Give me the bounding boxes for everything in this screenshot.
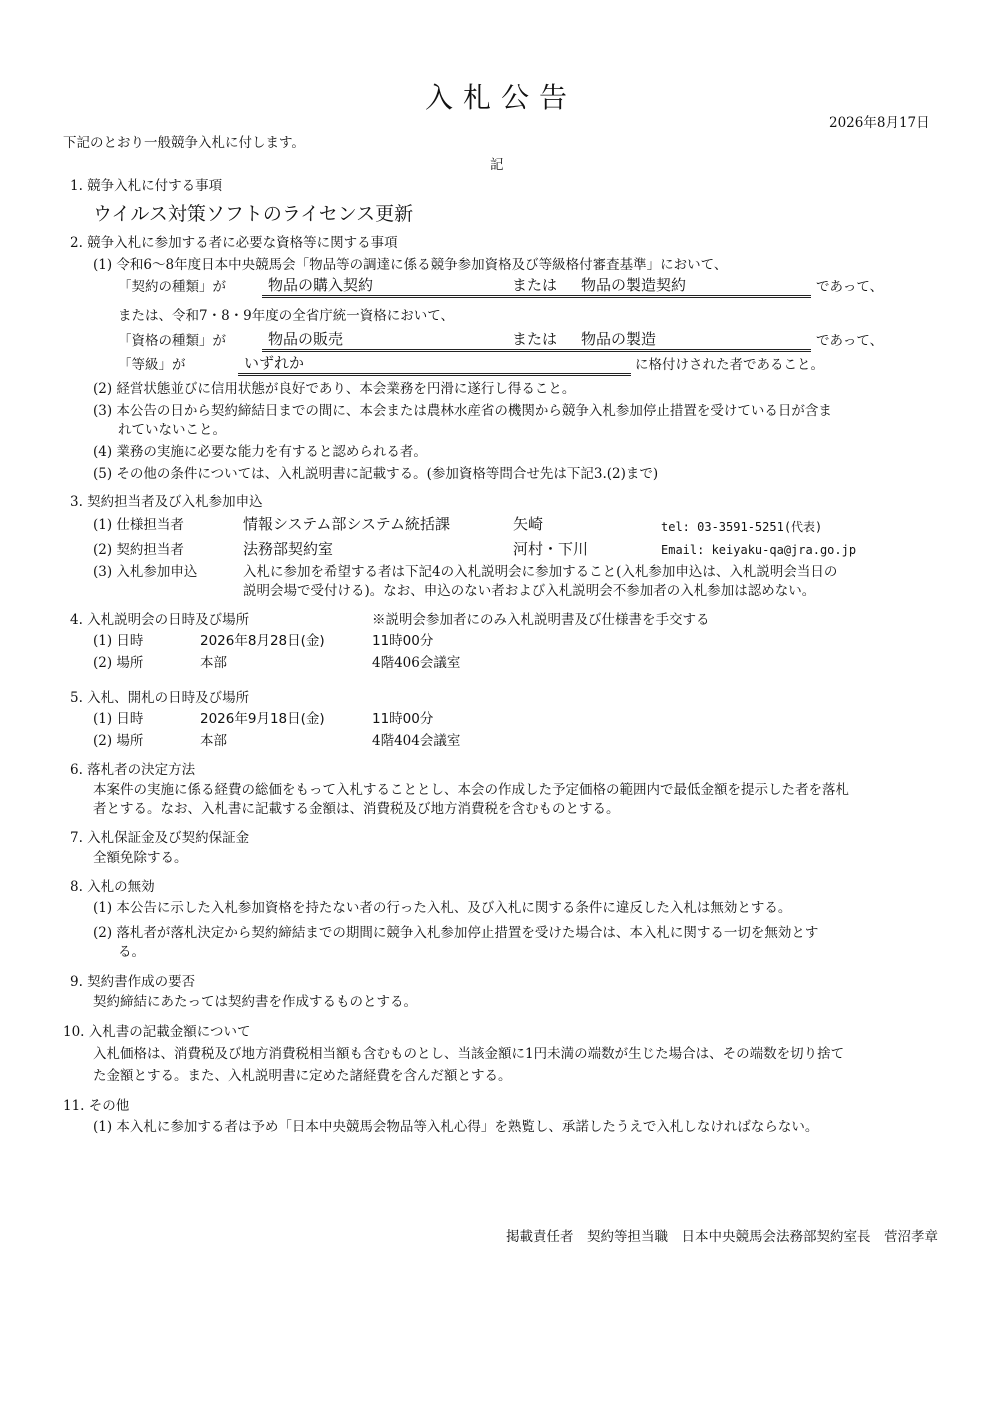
section-1-heading: 1. 競争入札に付する事項: [70, 178, 223, 194]
section-3-heading: 3. 契約担当者及び入札参加申込: [70, 494, 263, 510]
bidding-place: 本部: [200, 733, 227, 749]
qualification-type-tail: であって、: [816, 333, 884, 349]
invalid-bid-item-1: (1) 本公告に示した入札参加資格を持たない者の行った入札、及び入札に関する条件に違反した入札は無効とする。: [93, 900, 792, 916]
grade-value: いずれか: [244, 354, 305, 372]
contract-contact-label: (2) 契約担当者: [93, 542, 184, 558]
qualification-item-2: (2) 経営状態並びに信用状態が良好であり、本会業務を円滑に遂行し得ること。: [93, 381, 576, 397]
contract-type-tail: であって、: [816, 279, 884, 295]
invalid-bid-item-2b: る。: [118, 944, 145, 960]
section-10-heading: 10. 入札書の記載金額について: [63, 1024, 251, 1040]
bid-application-label: (3) 入札参加申込: [93, 564, 198, 580]
qualification-item-3b: れていないこと。: [118, 422, 226, 438]
notice-date: 2026年8月17日: [829, 115, 930, 131]
bid-application-text-a: 入札に参加を希望する者は下記4の入札説明会に参加すること(入札参加申込は、入札説明会当日の: [243, 564, 838, 580]
bid-amount-text-b: た金額とする。また、入札説明書に定めた諸経費を含んだ額とする。: [93, 1068, 512, 1084]
page-title: 入札公告: [425, 81, 578, 114]
procurement-subject: ウイルス対策ソフトのライセンス更新: [93, 203, 414, 225]
award-method-text-b: 者とする。なお、入札書に記載する金額は、消費税及び地方消費税を含むものとする。: [93, 801, 620, 817]
section-2-heading: 2. 競争入札に参加する者に必要な資格等に関する事項: [70, 235, 398, 251]
briefing-date: 2026年8月28日(金): [200, 633, 325, 649]
contract-type-or: または: [512, 276, 558, 294]
qualification-text-1: (1) 令和6～8年度日本中央競馬会「物品等の調達に係る競争参加資格及び等級格付審査基準」において、: [93, 257, 728, 273]
bidding-time: 11時00分: [372, 711, 434, 727]
briefing-place: 本部: [200, 655, 227, 671]
qualification-item-3a: (3) 本公告の日から契約締結日までの間に、本会または農林水産省の機関から競争入札参加停止措置を受けている日が含ま: [93, 403, 832, 419]
ki-mark: 記: [490, 157, 504, 173]
bidding-datetime-label: (1) 日時: [93, 711, 144, 727]
qualification-item-4: (4) 業務の実施に必要な能力を有すると認められる者。: [93, 444, 427, 460]
grade-tail: に格付けされた者であること。: [635, 357, 824, 373]
contract-document-text: 契約締結にあたっては契約書を作成するものとする。: [93, 994, 417, 1010]
briefing-note: ※説明会参加者にのみ入札説明書及び仕様書を手交する: [372, 612, 710, 628]
qualification-type-value-2: 物品の製造: [581, 330, 657, 348]
bidding-place-label: (2) 場所: [93, 733, 144, 749]
briefing-place-label: (2) 場所: [93, 655, 144, 671]
spec-contact-dept: 情報システム部システム統括課: [243, 515, 451, 533]
phone-contact: tel: 03-3591-5251(代表): [661, 520, 823, 534]
qualification-type-value-1: 物品の販売: [268, 330, 344, 348]
other-item-1: (1) 本入札に参加する者は予め「日本中央競馬会物品等入札心得」を熟覧し、承諾したうえで入札しなければならない。: [93, 1119, 819, 1135]
contract-type-value-2: 物品の製造契約: [581, 276, 687, 294]
briefing-room: 4階406会議室: [372, 655, 461, 671]
invalid-bid-item-2a: (2) 落札者が落札決定から契約締結までの期間に競争入札参加停止措置を受けた場合は、本入札に関する一切を無効とす: [93, 925, 819, 941]
contract-type-label: 「契約の種類」が: [118, 279, 226, 295]
briefing-time: 11時00分: [372, 633, 434, 649]
contract-contact-dept: 法務部契約室: [243, 540, 334, 558]
bid-amount-text-a: 入札価格は、消費税及び地方消費税相当額も含むものとし、当該金額に1円未満の端数が生じた場合は、その端数を切り捨て: [93, 1046, 845, 1062]
section-9-heading: 9. 契約書作成の要否: [70, 974, 196, 990]
briefing-datetime-label: (1) 日時: [93, 633, 144, 649]
section-8-heading: 8. 入札の無効: [70, 879, 155, 895]
intro-text: 下記のとおり一般競争入札に付します。: [63, 135, 305, 151]
bidding-room: 4階404会議室: [372, 733, 461, 749]
contract-contact-person: 河村・下川: [513, 540, 589, 558]
unified-qualification-text: または、令和7・8・9年度の全省庁統一資格において、: [118, 308, 454, 324]
bid-application-text-b: 説明会場で受付ける)。なお、申込のない者および入札説明会不参加者の入札参加は認めない。: [243, 583, 816, 599]
section-7-heading: 7. 入札保証金及び契約保証金: [70, 830, 250, 846]
section-4-heading: 4. 入札説明会の日時及び場所: [70, 612, 250, 628]
qualification-type-label: 「資格の種類」が: [118, 333, 226, 349]
grade-label: 「等級」が: [118, 357, 186, 373]
section-11-heading: 11. その他: [63, 1098, 130, 1114]
section-5-heading: 5. 入札、開札の日時及び場所: [70, 690, 250, 706]
publication-signature: 掲載責任者 契約等担当職 日本中央競馬会法務部契約室長 菅沼孝章: [506, 1229, 938, 1245]
spec-contact-label: (1) 仕様担当者: [93, 517, 184, 533]
contract-type-value-1: 物品の購入契約: [268, 276, 374, 294]
spec-contact-person: 矢崎: [513, 515, 544, 533]
deposit-text: 全額免除する。: [93, 850, 188, 866]
email-contact: Email: keiyaku-qa@jra.go.jp: [661, 543, 857, 557]
qualification-type-or: または: [512, 330, 558, 348]
award-method-text-a: 本案件の実施に係る経費の総価をもって入札することとし、本会の作成した予定価格の範囲内で最低金額を提示した者を落札: [93, 782, 849, 798]
bidding-date: 2026年9月18日(金): [200, 711, 325, 727]
qualification-item-5: (5) その他の条件については、入札説明書に記載する。(参加資格等問合せ先は下記3.(2)まで): [93, 466, 659, 482]
section-6-heading: 6. 落札者の決定方法: [70, 762, 196, 778]
